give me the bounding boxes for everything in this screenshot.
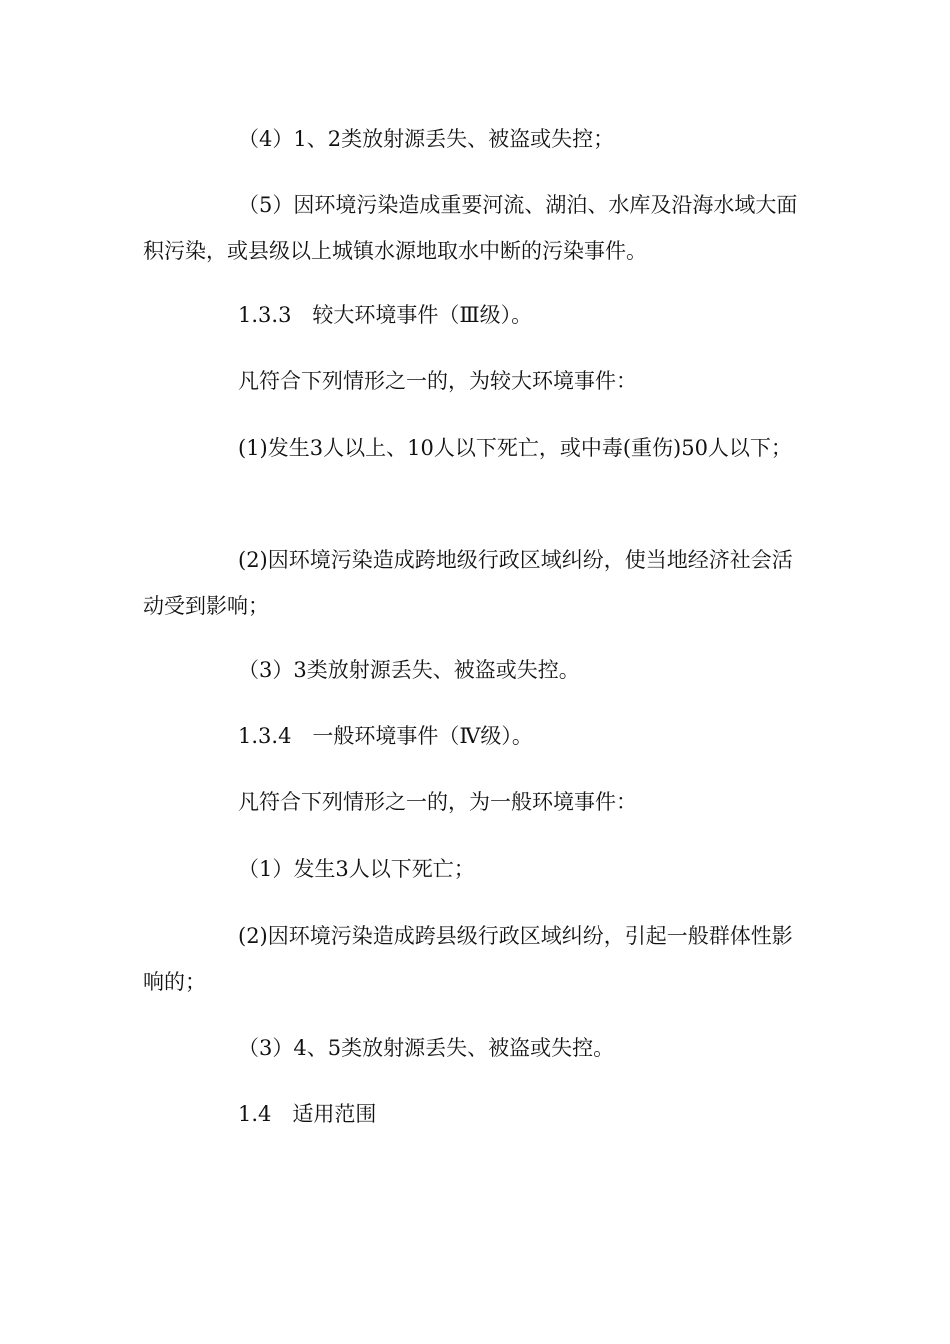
paragraph-level-4-item-2: (2)因环境污染造成跨县级行政区域纠纷，引起一般群体性影响的； xyxy=(143,924,793,994)
section-heading-1-3-3: 1.3.3 较大环境事件（Ⅲ级）。 xyxy=(238,303,533,327)
paragraph-criteria-intro-level-3: 凡符合下列情形之一的，为较大环境事件： xyxy=(238,369,637,393)
paragraph-item-5-water-pollution: （5）因环境污染造成重要河流、湖泊、水库及沿海水域大面积污染，或县级以上城镇水源地取水中断的污染事件。 xyxy=(143,193,798,263)
paragraph-level-4-item-3: （3）4、5类放射源丢失、被盗或失控。 xyxy=(238,1036,615,1060)
paragraph-item-4-radioactive-source: （4）1、2类放射源丢失、被盗或失控； xyxy=(238,127,615,151)
paragraph-level-3-item-2: (2)因环境污染造成跨地级行政区域纠纷，使当地经济社会活动受到影响； xyxy=(143,548,793,618)
paragraph-level-4-item-1: （1）发生3人以下死亡； xyxy=(238,857,475,881)
paragraph-level-3-item-3: （3）3类放射源丢失、被盗或失控。 xyxy=(238,658,580,682)
paragraph-criteria-intro-level-4: 凡符合下列情形之一的，为一般环境事件： xyxy=(238,790,637,814)
section-heading-1-3-4: 1.3.4 一般环境事件（Ⅳ级）。 xyxy=(238,724,533,748)
section-heading-1-4: 1.4 适用范围 xyxy=(238,1102,377,1126)
paragraph-level-3-item-1: (1)发生3人以上、10人以下死亡，或中毒(重伤)50人以下； xyxy=(238,436,792,460)
